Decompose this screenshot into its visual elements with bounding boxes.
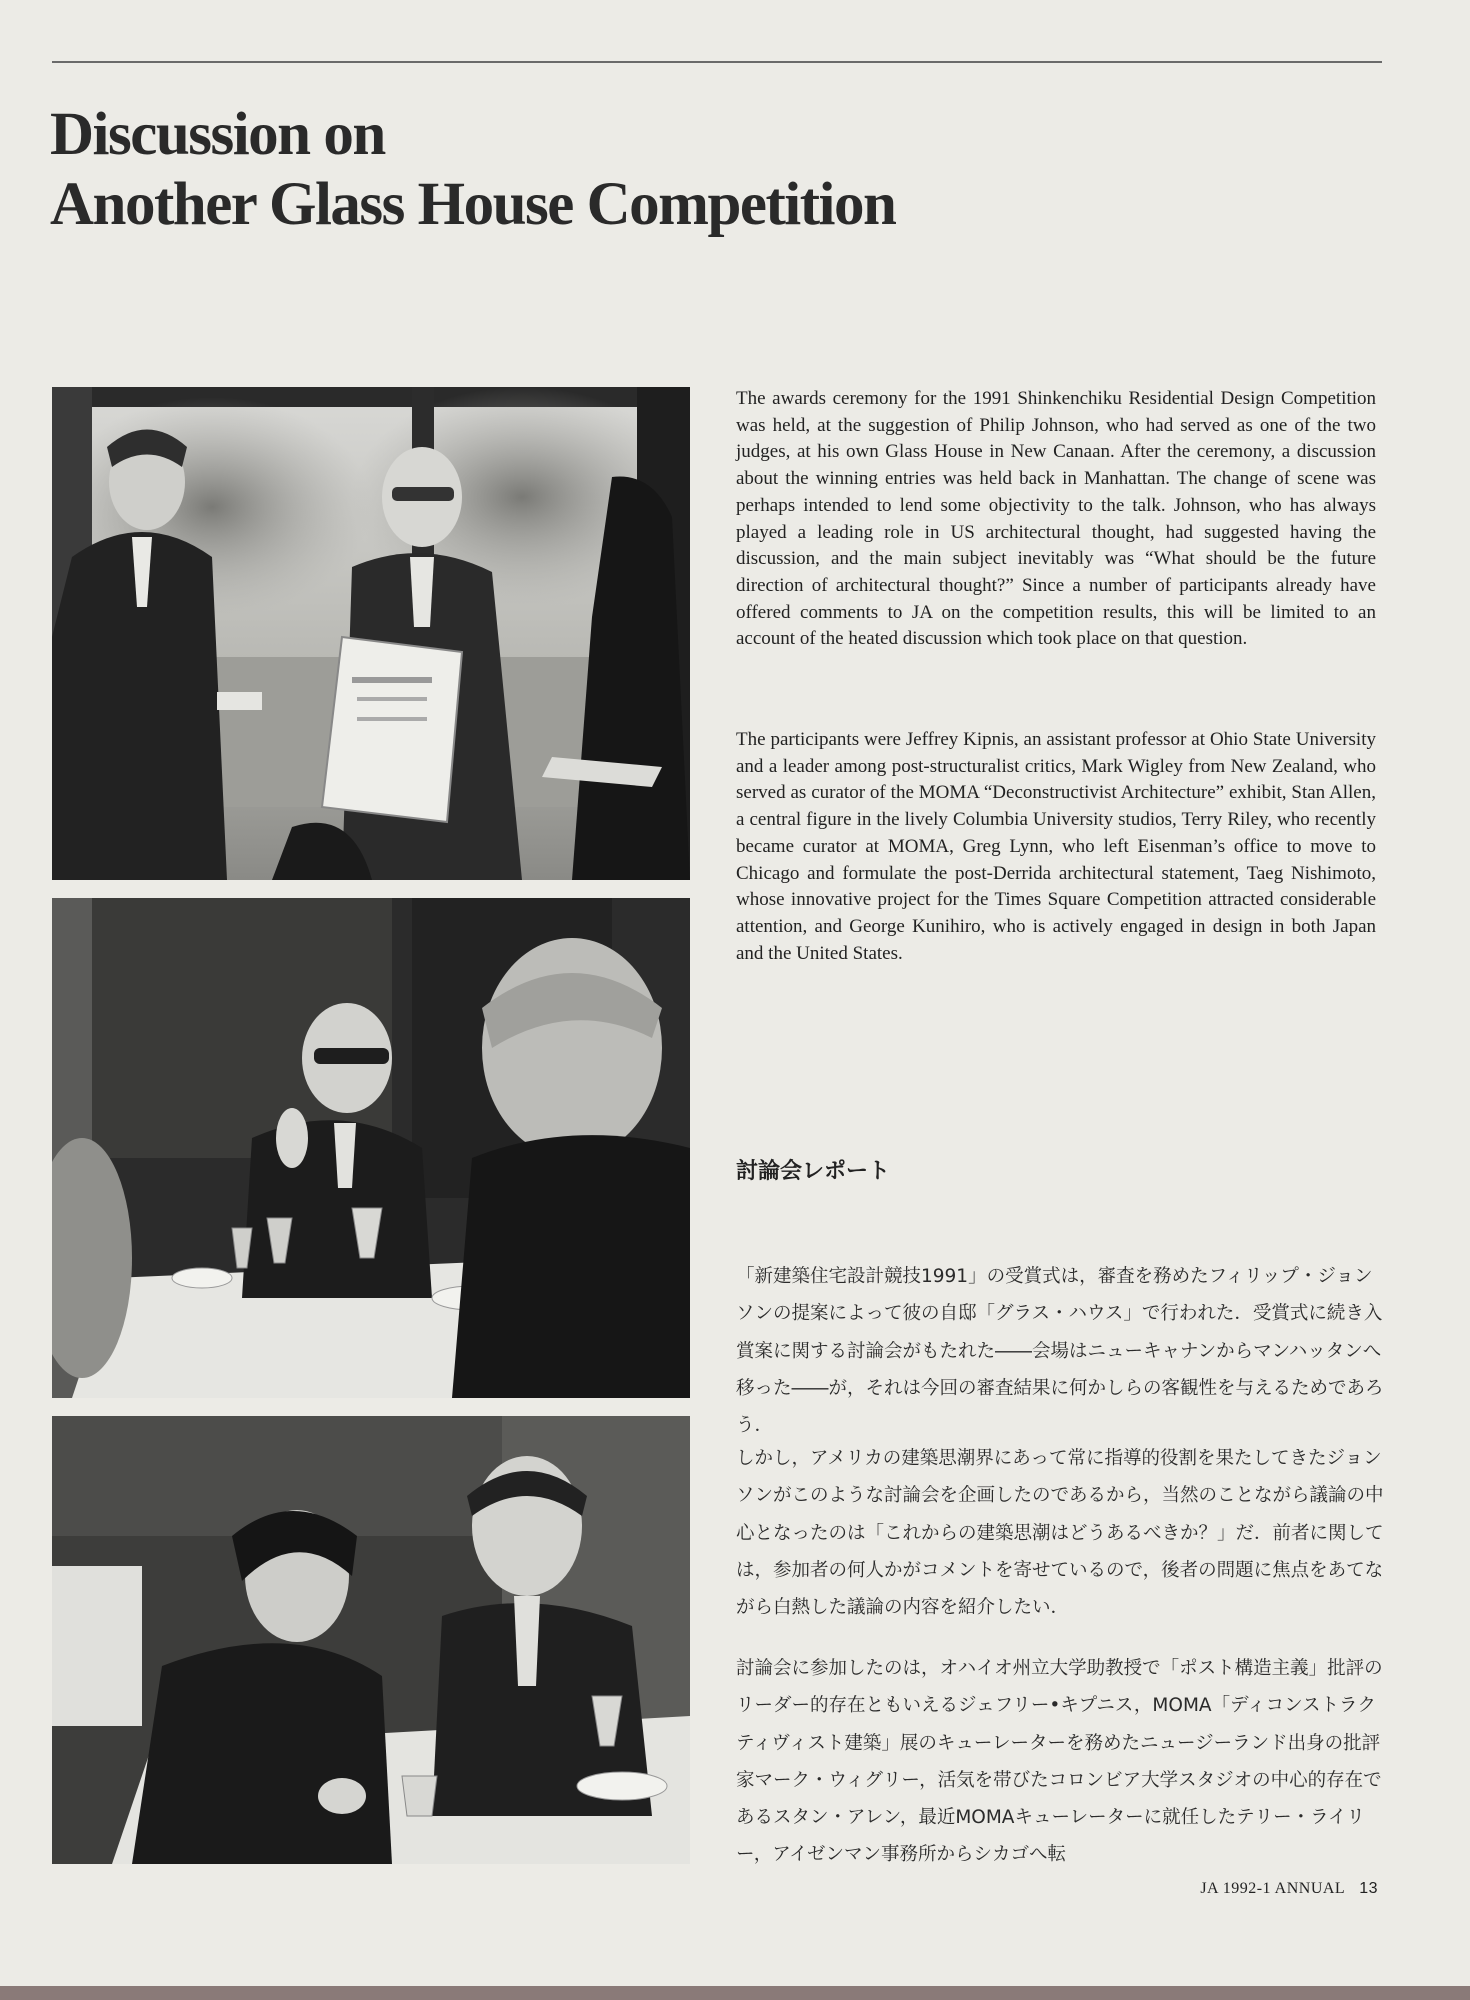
photo-dinner-discussion (52, 898, 690, 1398)
issue-label: JA 1992-1 ANNUAL (1200, 1880, 1346, 1897)
english-paragraph-2: The participants were Jeffrey Kipnis, an assistant professor at Ohio State University and a leader among post-structuralist critics, Mark Wigley from New Zealand, who served as curator of the MOMA “Deconstructivist Architecture” exhibit, Stan Allen, a central figure in the lively Columbia University studios, Terry Riley, who recently became curator at MOMA, Greg Lynn, who left Eisenman’s office to move to Chicago and formulate the post-Derrida architectural statement, Taeg Nishimoto, whose innovative project for the Times Square Competition attracted considerable attention, and George Kunihiro, who is actively engaged in design in both Japan and the United States. (736, 729, 1376, 964)
article-title (50, 100, 1250, 240)
japanese-paragraph-1: 「新建築住宅設計競技1991」の受賞式は，審査を務めたフィリップ・ジョンソンの提案によって彼の自邸「グラス・ハウス」で行われた．受賞式に続き入賞案に関する討論会がもたれた――会場はニューキャナンからマンハッタンへ移った――が，それは今回の審査結果に何かしらの客観性を与えるためであろう． (736, 1266, 1384, 1437)
title-line-2: Another Glass House Competition (50, 171, 896, 238)
page-edge (0, 1986, 1470, 2000)
japanese-paragraph-3: 討論会に参加したのは，オハイオ州立大学助教授で「ポスト構造主義」批評のリーダー的存在ともいえるジェフリー•キプニス，MOMA「ディコンストラクティヴィスト建築」展のキューレーターを務めたニュージーランド出身の批評家マーク・ウィグリー，活気を帯びたコロンビア大学スタジオの中心的存在であるスタン・アレン，最近MOMAキューレーターに就任したテリー・ライリー，アイゼンマン事務所からシカゴへ転 (736, 1658, 1383, 1866)
english-paragraph-1: The awards ceremony for the 1991 Shinkenchiku Residential Design Competition was held, at the suggestion of Philip Johnson, who had served as one of the two judges, at his own Glass House in New Canaan. After the ceremony, a discussion about the winning entries was held back in Manhattan. The change of scene was perhaps intended to lend some objectivity to the talk. Johnson, who has always played a leading role in US architectural thought, had suggested having the discussion, and the main subject inevitably was “What should be the future direction of architectural thought?” Since a number of participants already have offered comments to JA on the competition results, this will be limited to an account of the heated discussion which took place on that question. (736, 388, 1376, 650)
page-footer (1200, 1880, 1378, 1898)
japanese-heading: 討論会レポート (736, 1159, 891, 1184)
japanese-paragraph-2: しかし，アメリカの建築思潮界にあって常に指導的役割を果たしてきたジョンソンがこのような討論会を企画したのであるから，当然のことながら議論の中心となったのは「これからの建築思潮はどうあるべきか？」だ．前者に関しては，参加者の何人かがコメントを寄せているので，後者の問題に焦点をあてながら白熱した議論の内容を紹介したい． (736, 1448, 1384, 1619)
title-line-1: Discussion on (50, 101, 385, 168)
photo-award-ceremony (52, 387, 690, 880)
photo-participants (52, 1416, 690, 1864)
top-rule (52, 61, 1382, 63)
page-number: 13 (1359, 1880, 1378, 1897)
